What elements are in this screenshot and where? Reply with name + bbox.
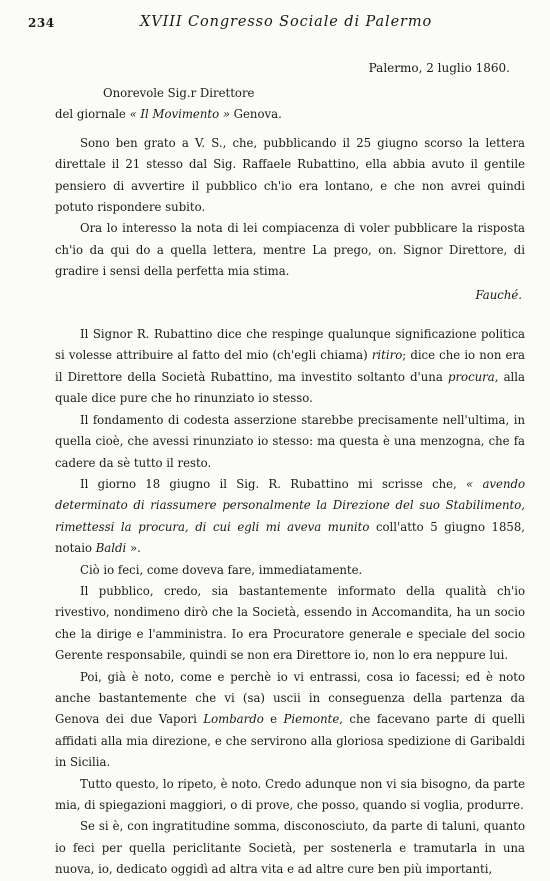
italic-run: Piemonte <box>283 712 340 727</box>
text-run: coll'atto 5 giugno 1858, notaio <box>55 519 526 556</box>
letter-paragraph: Sono ben grato a V. S., che, pubblicando il 25 giugno scorso la lettera direttale il 21 stesso dal Sig. Raffaele Rubattino, ella abbia avuto il gentile pensiero di avvertire il pubblico ch'io era lontano, e che non avrei quindi potuto rispondere subito. <box>55 135 525 215</box>
body-paragraph: Tutto questo, lo ripeto, è noto. Credo adunque non vi sia bisogno, da parte mia, di spiegazioni maggiori, o di prove, che posso, quando si voglia, produrre. <box>55 776 525 812</box>
italic-run: ritiro <box>371 348 403 363</box>
running-title: XVIII Congresso Sociale di Palermo <box>140 14 433 30</box>
page-header <box>28 14 518 34</box>
body-paragraph: Il pubblico, credo, sia bastantemente informato della qualità ch'io rivestivo, nondimeno dirò che la Società, essendo in Accomandita, ha un socio che la dirige e l'amministra. Io era Procuratore generale e speciale del socio Gerente responsabile, quindi se non era Direttore io, non lo era neppure lui. <box>55 583 525 663</box>
body-paragraph <box>55 667 525 774</box>
signature: Fauché. <box>475 287 522 302</box>
letter-paragraph: Ora lo interesso la nota di lei compiacenza di voler pubblicare la risposta ch'io da qui do a quella lettera, mentre La prego, on. Signor Direttore, di gradire i sensi della perfetta mia stima. <box>55 221 525 279</box>
text-run: Il Signor R. Rubattino dice che respinge qualunque significazione politica si volesse attribuire al fatto del mio (ch'egli chiama) <box>55 327 525 363</box>
address-suffix: Genova. <box>229 107 282 122</box>
body-paragraph <box>55 324 525 410</box>
address-prefix: del giornale <box>55 107 130 122</box>
page-number: 234 <box>28 16 55 30</box>
text-run: e <box>263 712 284 727</box>
body-paragraph: Il fondamento di codesta asserzione starebbe precisamente nell'ultima, in quella cioè, che avessi rinunziato io stesso: ma questa è una menzogna, che fa cadere da sè tutto il resto. <box>55 412 525 470</box>
body-paragraph <box>55 474 525 560</box>
newspaper-name: « Il Movimento » <box>129 107 230 122</box>
text-run: , che facevano parte di quelli affidati alla mia direzione, e che servirono alla gloriosa spedizione di Garibaldi in Sicilia. <box>55 712 525 770</box>
body-paragraph: Se si è, con ingratitudine somma, disconosciuto, da parte di taluni, quanto io feci per quella periclitante Società, per sostenerla e tramutarla in una nuova, io, dedicato oggidì ad altra vita e ad altre cure ben più importanti, <box>55 819 525 877</box>
document-body <box>55 83 525 881</box>
recipient-address <box>55 104 525 125</box>
italic-run: « avendo determinato di riassumere personalmente la Direzione del suo Stabilimento, rimettessi la procura, di cui egli mi aveva munito <box>55 476 525 534</box>
text-run: , alla quale dice pure che ho rinunziato io stesso. <box>55 369 526 406</box>
italic-run: procura <box>447 369 495 384</box>
text-run: Il giorno 18 giugno il Sig. R. Rubattino mi scrisse che, <box>80 476 467 491</box>
text-run: Poi, già è noto, come e perchè io vi entrassi, cosa io facessi; ed è noto anche bastantemente che vi (sa) uscii in conseguenza della partenza da Genova dei due Vapori <box>55 669 525 727</box>
italic-run: Lombardo <box>203 712 264 727</box>
letter-date: Palermo, 2 luglio 1860. <box>368 61 510 75</box>
italic-run: Baldi <box>95 541 127 556</box>
body-paragraph: Ciò io feci, come doveva fare, immediatamente. <box>80 562 363 577</box>
recipient-title: Onorevole Sig.r Direttore <box>103 86 255 100</box>
text-run: ; dice che io non era il Direttore della Società Rubattino, ma investito soltanto d'una <box>55 348 525 384</box>
text-run: ». <box>126 541 141 556</box>
